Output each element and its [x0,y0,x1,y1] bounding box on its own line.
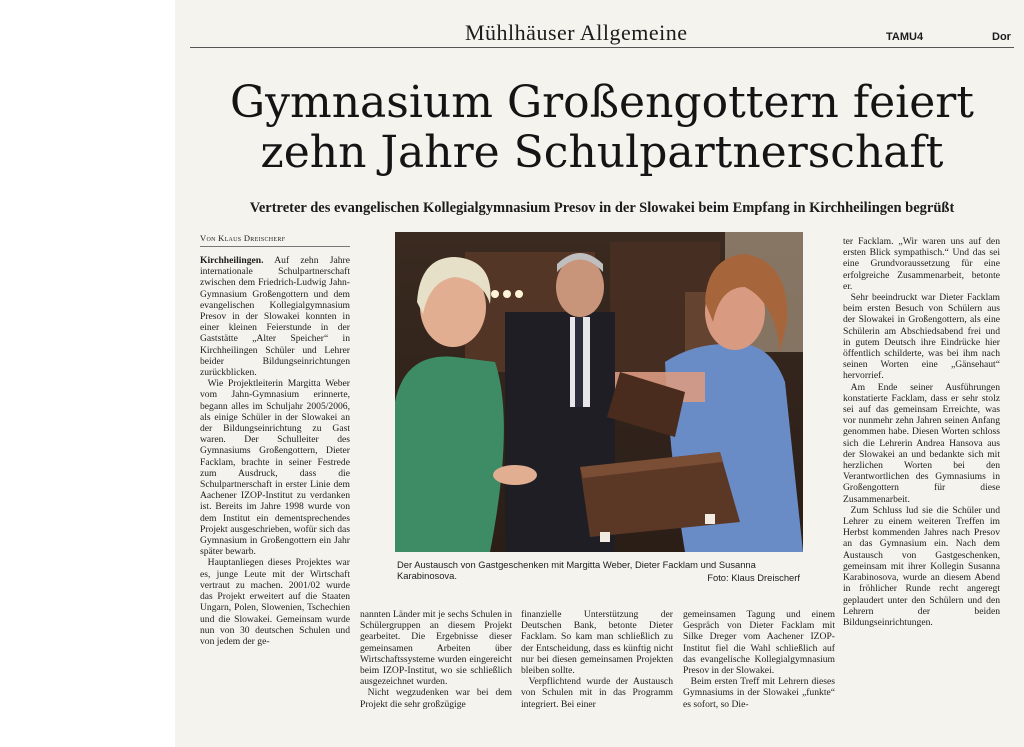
paragraph: Nicht wegzudenken war bei dem Projekt die sehr großzügige [360,687,512,710]
headline-line-2: zehn Jahre Schulpartnerschaft [260,127,944,178]
paragraph: gemeinsamen Tagung und einem Gespräch von Dieter Facklam mit Silke Dreger vom Aachener IZOP-Institut fiel die Wahl schließlich auf das evangelische Kollegialgymnasium Presov in der Slowakei. [683,609,835,677]
article-column-3 [521,609,673,710]
paragraph [200,255,350,378]
article-column-5 [843,236,1000,628]
headline-line-1: Gymnasium Großengottern feiert [229,77,974,128]
article-column-2 [360,609,512,710]
subheadline: Vertreter des evangelischen Kollegialgymnasium Presov in der Slowakei beim Empfang in Kirchheilingen begrüßt [249,200,955,216]
paragraph: finanzielle Unterstützung der Deutschen Bank, betonte Dieter Facklam. So kam man schließlich zu der Entscheidung, dass es künftig nicht nur bei diesen gemeinsamen Projekten bleiben sollte. [521,609,673,677]
masthead-truncated-text: Dor [992,31,1011,43]
article-column-4 [683,609,835,710]
article-photo [395,232,803,552]
paragraph: Wie Projektleiterin Margitta Weber vom Jahn-Gymnasium erinnerte, begann alles im Schuljahr 2005/2006, als einige Schüler in der Slowakei an der Bildungseinrichtung zu Gast waren. Der Schulleiter des Gymnasiums Großengottern, Dieter Facklam, brachte in seiner Festrede zum Ausdruck, dass die Schulpartnerschaft in erster Linie dem Aachener IZOP-Institut zu verdanken ist. Bereits im Jahre 1998 wurde von dem Institut ein dementsprechendes Projekt ausgeschrieben, wofür sich das Gymnasium in Großengottern ein Jahr später bewarb. [200,378,350,558]
dateline: Kirchheilingen. [200,255,264,266]
paragraph: Zum Schluss lud sie die Schüler und Lehrer zu einem weiteren Treffen im Herbst kommenden Jahres nach Presov an das Gymnasium ein. Nach dem Austausch von Gastgeschenken, gemeinsam mit ihrer Kollegin Susanna Karabinosova, wurde an diesem Abend in fröhlicher Runde recht angeregt geplaudert unter den Schülern und den Lehrern der beiden Bildungseinrichtungen. [843,504,1000,628]
page-code: TAMU4 [886,31,924,43]
photo-caption: Der Austausch von Gastgeschenken mit Margitta Weber, Dieter Facklam und Susanna Karabinosova. [397,559,756,581]
masthead [190,18,1014,48]
paragraph-text: Auf zehn Jahre internationale Schulpartnerschaft zwischen dem Friedrich-Ludwig Jahn-Gymnasium Großengottern und dem evangelischen Kollegialgymnasium Presov in der Slowakei konnten in einer kleinen Feierstunde in der Gaststätte „Alter Speicher“ in Kirchheilingen Schüler und Lehrer beider Bildungseinrichtungen zurückblicken. [200,255,350,379]
paragraph: nannten Länder mit je sechs Schulen in Schülergruppen an diesem Projekt gearbeitet. Die Ergebnisse dieser gemeinsamen Arbeiten über Wirtschaftssysteme wurden eingereicht beim IZOP-Institut, wo sie schließlich ausgezeichnet wurden. [360,609,512,688]
paragraph: Hauptanliegen dieses Projektes war es, junge Leute mit der Wirtschaft vertraut zu machen. 2001/02 wurde das Projekt erweitert auf die Staaten Ungarn, Polen, Slowenien, Tschechien und die Slowakei. Gemeinsam wurde nun von 30 deutschen Schulen und von jedem der ge- [200,557,350,647]
paragraph: Beim ersten Treff mit Lehrern dieses Gymnasiums in der Slowakei „funkte“ es sofort, so Die- [683,676,835,710]
headline [190,78,1014,178]
paragraph: Verpflichtend wurde der Austausch von Schulen mit in das Programm integriert. Bei einer [521,676,673,710]
paragraph: Sehr beeindruckt war Dieter Facklam beim ersten Besuch von Schülern aus der Slowakei in Großengottern, als eine Schülerin am Abschiedsabend frei und in gutem Deutsch ihre Eindrücke hier öffentlich schilderte, was bei ihm nach seinen Worten eine „Gänsehaut“ hervorrief. [843,292,1000,382]
paragraph: ter Facklam. „Wir waren uns auf den ersten Blick sympathisch.“ Und das sei eine Grundvoraussetzung für eine erfolgreiche Zusammenarbeit, betonte er. [843,236,1000,292]
masthead-title: Mühlhäuser Allgemeine [465,20,688,45]
photo-credit: Foto: Klaus Dreischerf [707,572,800,583]
article-column-1 [200,255,350,647]
masthead-rule [190,47,1014,48]
paragraph: Am Ende seiner Ausführungen konstatierte Facklam, dass er sehr stolz sei auf das gemeinsam Erreichte, was vor nunmehr zehn Jahren seinen Anfang genommen habe. Diesen Worten schloss sich die Lehrerin Andrea Hansova aus der Slowakei an und bedankte sich mit herzlichen Worten bei den Verantwortlichen des Gymnasiums in Großengottern für diese Zusammenarbeit. [843,381,1000,505]
byline-rule [200,246,350,247]
byline: Von Klaus Dreischerf [200,233,286,243]
photo-illustration [395,232,803,552]
